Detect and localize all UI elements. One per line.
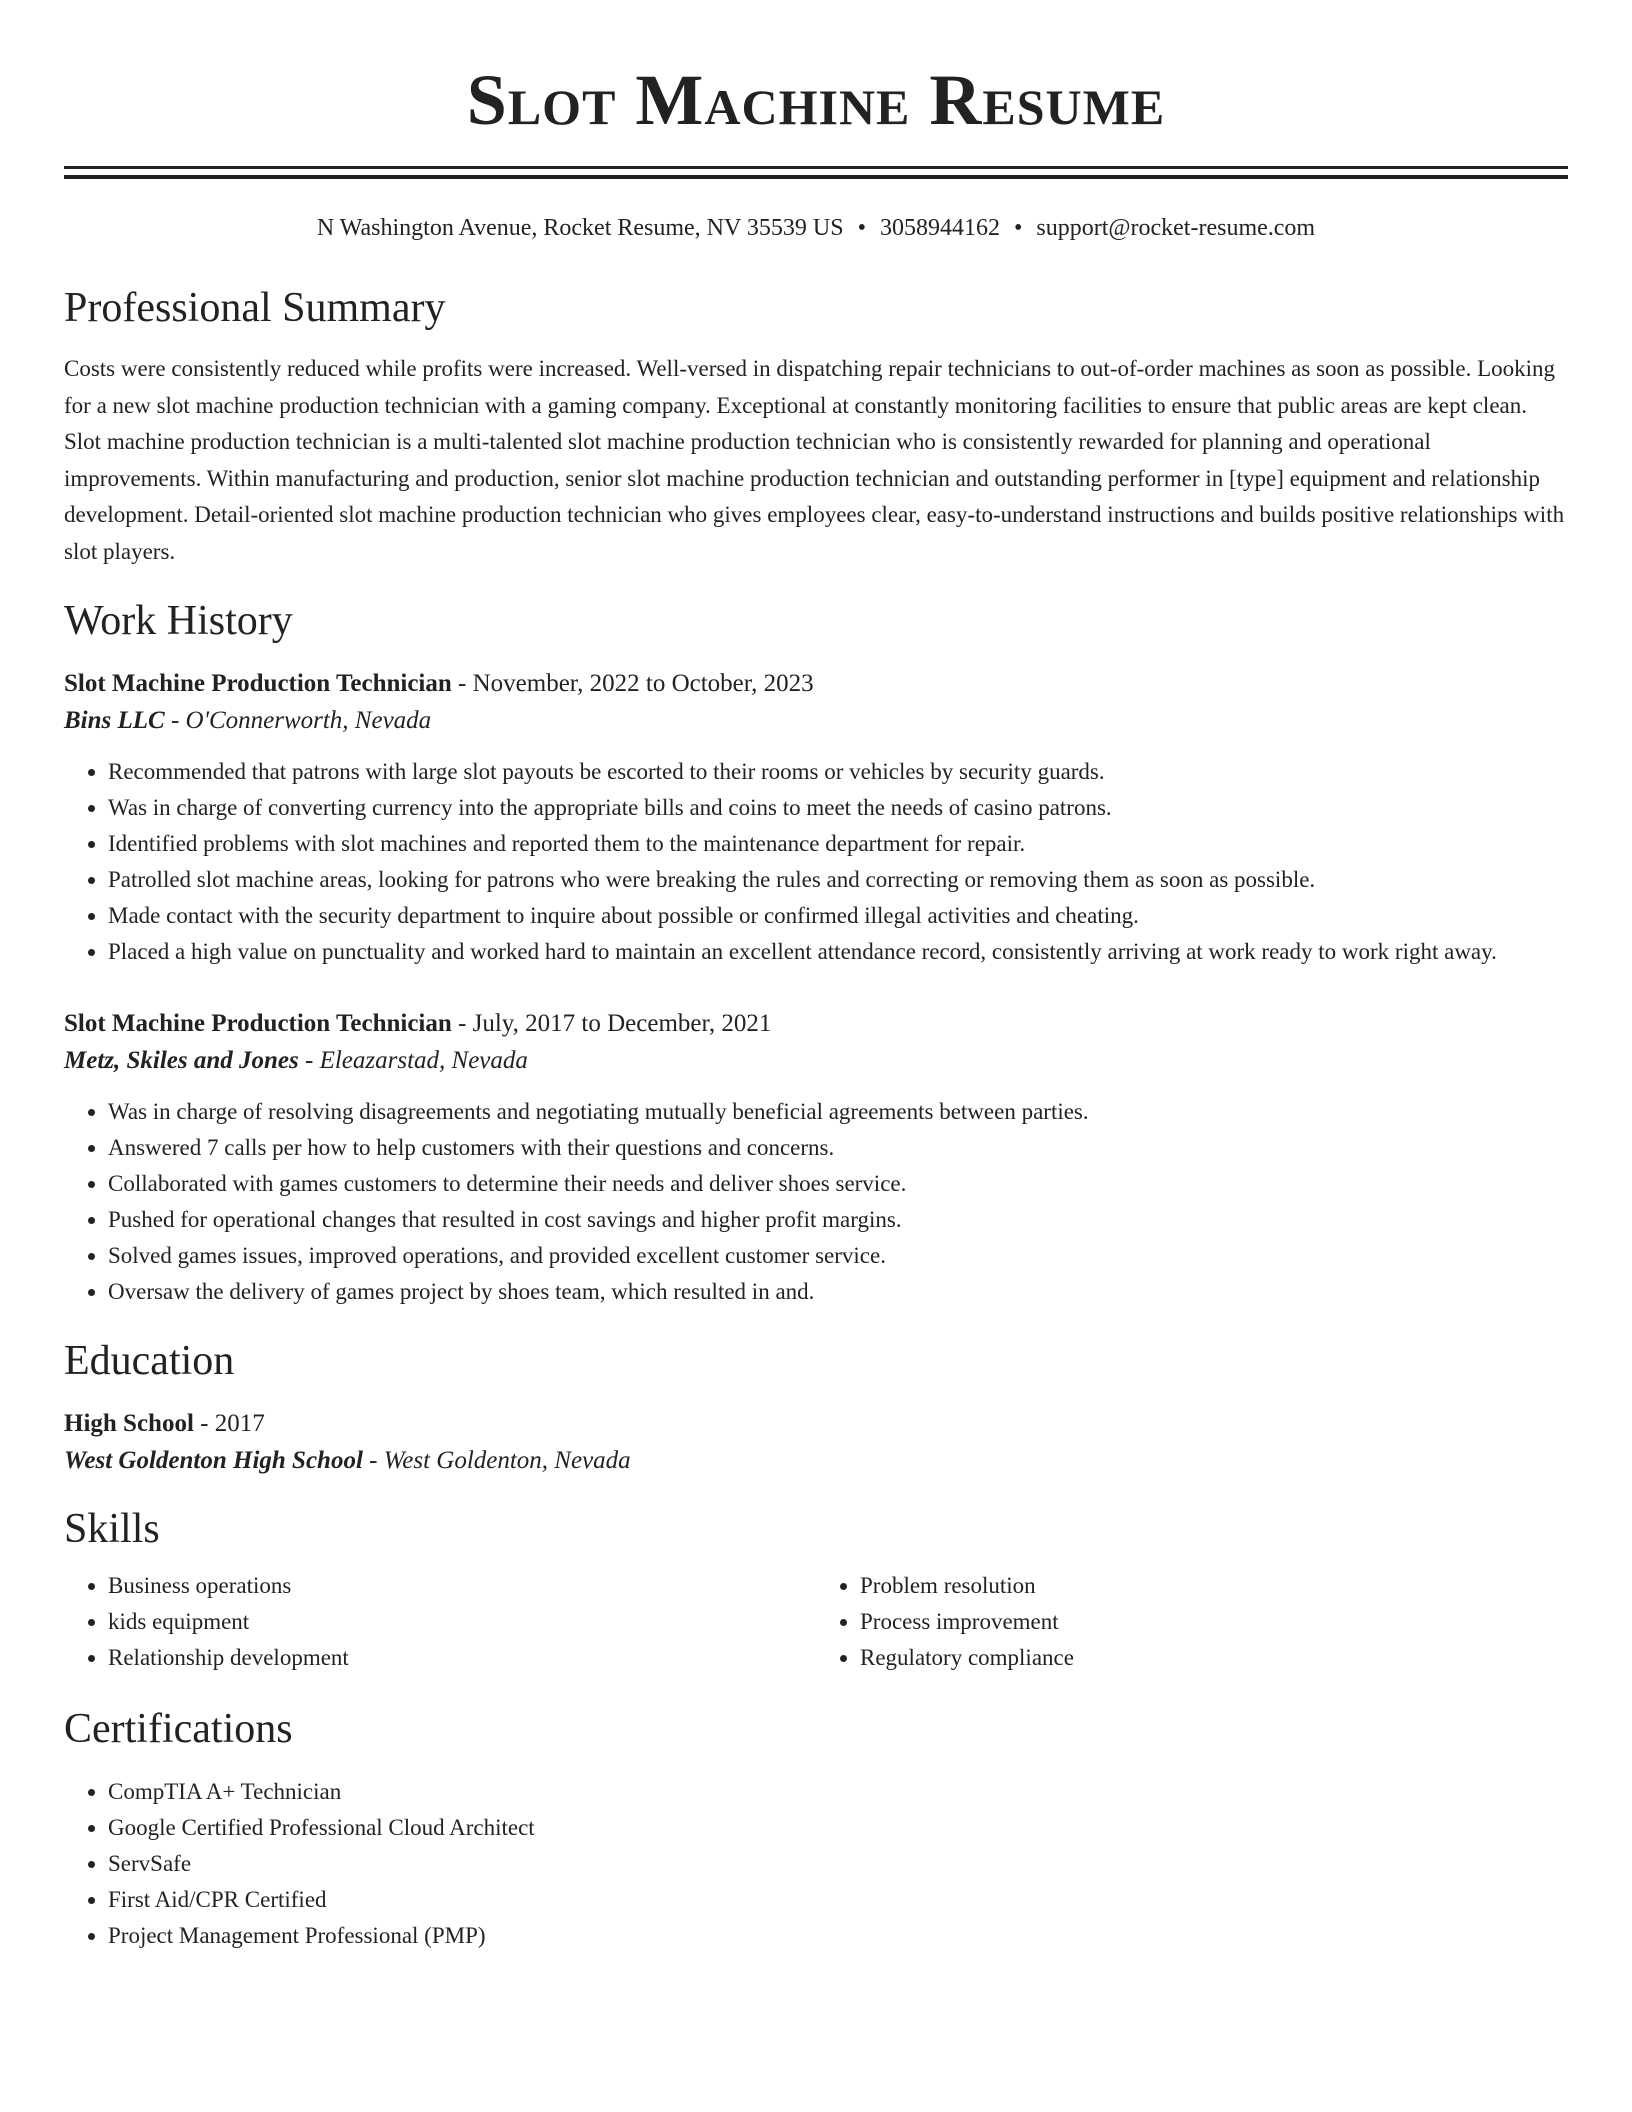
- work-history-section: [64, 596, 1568, 1310]
- education-degree-line: [64, 1406, 1568, 1442]
- certifications-list: [64, 1774, 1568, 1954]
- list-item: • Solved games issues, improved operations, and provided excellent customer service.: [108, 1238, 1568, 1274]
- contact-email: support@rocket-resume.com: [1036, 215, 1316, 241]
- job-bullets: [64, 1094, 1568, 1310]
- job-entry: [64, 666, 1568, 970]
- education-school-line: [64, 1442, 1568, 1480]
- list-item: • Patrolled slot machine areas, looking for patrons who were breaking the rules and correcting or removing them as soon as possible.: [108, 862, 1568, 898]
- job-title: Slot Machine Production Technician: [64, 670, 452, 697]
- list-item: • Was in charge of resolving disagreements and negotiating mutually beneficial agreements between parties.: [108, 1094, 1568, 1130]
- work-history-heading: Work History: [64, 598, 293, 644]
- skills-list-left: [64, 1568, 816, 1676]
- skills-columns: [64, 1568, 1568, 1676]
- certifications-section: [64, 1704, 1568, 1954]
- contact-address: N Washington Avenue, Rocket Resume, NV 35539 US: [316, 215, 844, 241]
- skills-list-right: [816, 1568, 1568, 1676]
- title-divider: [64, 166, 1568, 179]
- list-item: • First Aid/CPR Certified: [108, 1882, 1568, 1918]
- job-header: [64, 1006, 1568, 1042]
- list-item: • Google Certified Professional Cloud Architect: [108, 1810, 1568, 1846]
- resume-title: Slot Machine Resume: [466, 60, 1166, 140]
- list-item: • Identified problems with slot machines and reported them to the maintenance department for repair.: [108, 826, 1568, 862]
- list-item: • Pushed for operational changes that resulted in cost savings and higher profit margins.: [108, 1202, 1568, 1238]
- list-item: • Regulatory compliance: [860, 1640, 1568, 1676]
- certifications-heading: Certifications: [64, 1706, 293, 1752]
- list-item: • Business operations: [108, 1568, 816, 1604]
- list-item: • Made contact with the security department to inquire about possible or confirmed illegal activities and cheating.: [108, 898, 1568, 934]
- education-degree: High School: [64, 1410, 194, 1437]
- skills-section: [64, 1504, 1568, 1676]
- list-item: • Project Management Professional (PMP): [108, 1918, 1568, 1954]
- education-location: - West Goldenton, Nevada: [362, 1447, 631, 1474]
- list-item: • Answered 7 calls per how to help customers with their questions and concerns.: [108, 1130, 1568, 1166]
- contact-line: [64, 213, 1568, 243]
- education-year: - 2017: [193, 1410, 265, 1437]
- summary-heading: Professional Summary: [64, 285, 446, 331]
- job-location: - Eleazarstad, Nevada: [298, 1047, 528, 1074]
- list-item: • Was in charge of converting currency into the appropriate bills and coins to meet the needs of casino patrons.: [108, 790, 1568, 826]
- list-item: • Collaborated with games customers to determine their needs and deliver shoes service.: [108, 1166, 1568, 1202]
- summary-text: Costs were consistently reduced while profits were increased. Well-versed in dispatching repair technicians to out-of-order machines as soon as possible. Looking for a new slot machine production technician with a gaming company. Exceptional at constantly monitoring facilities to ensure that public areas are kept clean. Slot machine production technician is a multi-talented slot machine production technician who is consistently rewarded for planning and operational improvements. Within manufacturing and production, senior slot machine production technician and outstanding performer in [type] equipment and relationship development. Detail-oriented slot machine production technician who gives employees clear, easy-to-understand instructions and builds positive relationships with slot players.: [64, 356, 1565, 564]
- education-heading: Education: [64, 1338, 235, 1384]
- job-bullets: [64, 754, 1568, 970]
- contact-phone: 3058944162: [880, 215, 1000, 241]
- job-entry: [64, 1006, 1568, 1310]
- contact-separator: •: [1014, 215, 1023, 241]
- list-item: • Relationship development: [108, 1640, 816, 1676]
- summary-section: [64, 283, 1568, 570]
- job-dates: - July, 2017 to December, 2021: [451, 1010, 772, 1037]
- job-employer: [64, 702, 1568, 740]
- job-dates: - November, 2022 to October, 2023: [451, 670, 814, 697]
- list-item: • kids equipment: [108, 1604, 816, 1640]
- job-employer: [64, 1042, 1568, 1080]
- list-item: • Placed a high value on punctuality and worked hard to maintain an excellent attendance record, consistently arriving at work ready to work right away.: [108, 934, 1568, 970]
- education-section: [64, 1336, 1568, 1480]
- list-item: • Oversaw the delivery of games project by shoes team, which resulted in and.: [108, 1274, 1568, 1310]
- skills-heading: Skills: [64, 1506, 160, 1552]
- job-company: Metz, Skiles and Jones: [64, 1047, 299, 1074]
- contact-separator: •: [857, 215, 866, 241]
- list-item: • Recommended that patrons with large slot payouts be escorted to their rooms or vehicles by security guards.: [108, 754, 1568, 790]
- job-header: [64, 666, 1568, 702]
- list-item: • ServSafe: [108, 1846, 1568, 1882]
- list-item: • Problem resolution: [860, 1568, 1568, 1604]
- education-school: West Goldenton High School: [64, 1447, 363, 1474]
- list-item: • Process improvement: [860, 1604, 1568, 1640]
- job-title: Slot Machine Production Technician: [64, 1010, 452, 1037]
- list-item: • CompTIA A+ Technician: [108, 1774, 1568, 1810]
- job-location: - O'Connerworth, Nevada: [164, 707, 432, 734]
- job-company: Bins LLC: [64, 707, 165, 734]
